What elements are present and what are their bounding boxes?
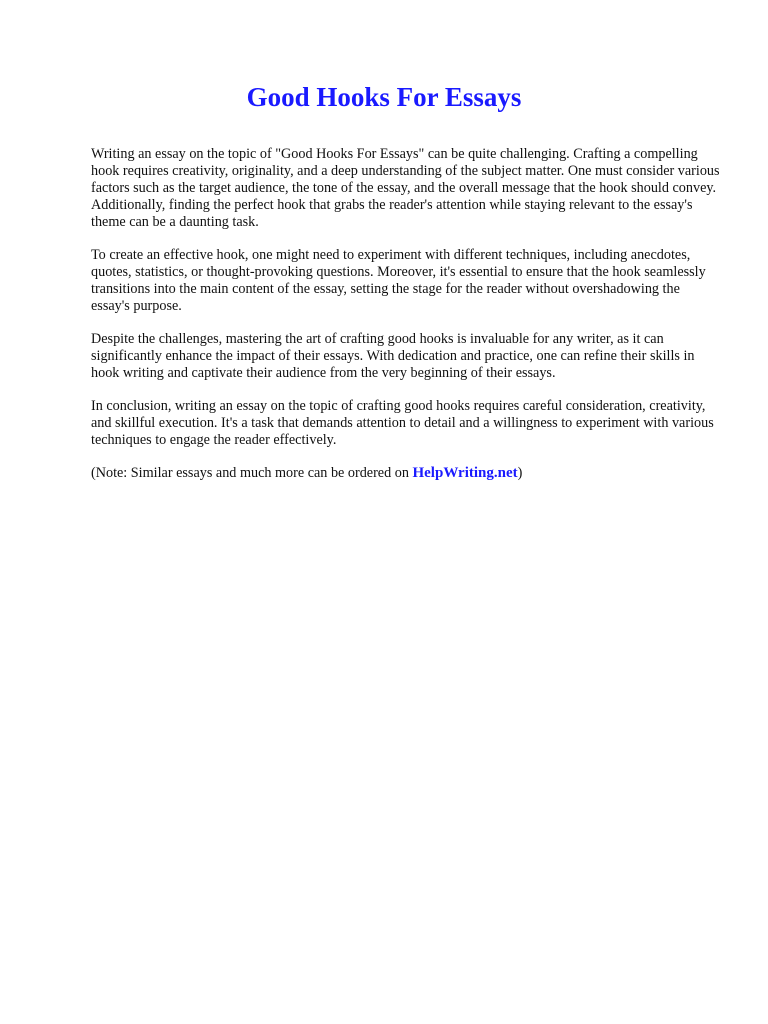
paragraph-3: Despite the challenges, mastering the art of crafting good hooks is invaluable for any writer, as it can significantly enhance the impact of their essays. With dedication and practice, one can refine their skills in hook writing and captivate their audience from the very beginning of their essays. bbox=[91, 331, 695, 381]
helpwriting-link[interactable]: HelpWriting.net bbox=[412, 465, 518, 481]
note-paragraph bbox=[91, 465, 721, 482]
paragraph-2: To create an effective hook, one might need to experiment with different techniques, including anecdotes, quotes, statistics, or thought-provoking questions. Moreover, it's essential to ensure that the hook seamlessly transitions into the main content of the essay, setting the stage for the reader without overshadowing the essay's purpose. bbox=[91, 247, 706, 314]
paragraph-4: In conclusion, writing an essay on the topic of crafting good hooks requires careful consideration, creativity, and skillful execution. It's a task that demands attention to detail and a willingness to experiment with various techniques to engage the reader effectively. bbox=[91, 398, 714, 448]
note-prefix: (Note: Similar essays and much more can be ordered on bbox=[91, 465, 413, 481]
paragraph-1: Writing an essay on the topic of "Good Hooks For Essays" can be quite challenging. Crafting a compelling hook requires creativity, originality, and a deep understanding of the subject matter. One must consider various factors such as the target audience, the tone of the essay, and the overall message that the hook should convey. Additionally, finding the perfect hook that grabs the reader's attention while staying relevant to the essay's theme can be a daunting task. bbox=[91, 146, 720, 230]
document-title: Good Hooks For Essays bbox=[246, 82, 522, 112]
note-suffix: ) bbox=[517, 465, 523, 481]
document-body bbox=[91, 146, 721, 498]
